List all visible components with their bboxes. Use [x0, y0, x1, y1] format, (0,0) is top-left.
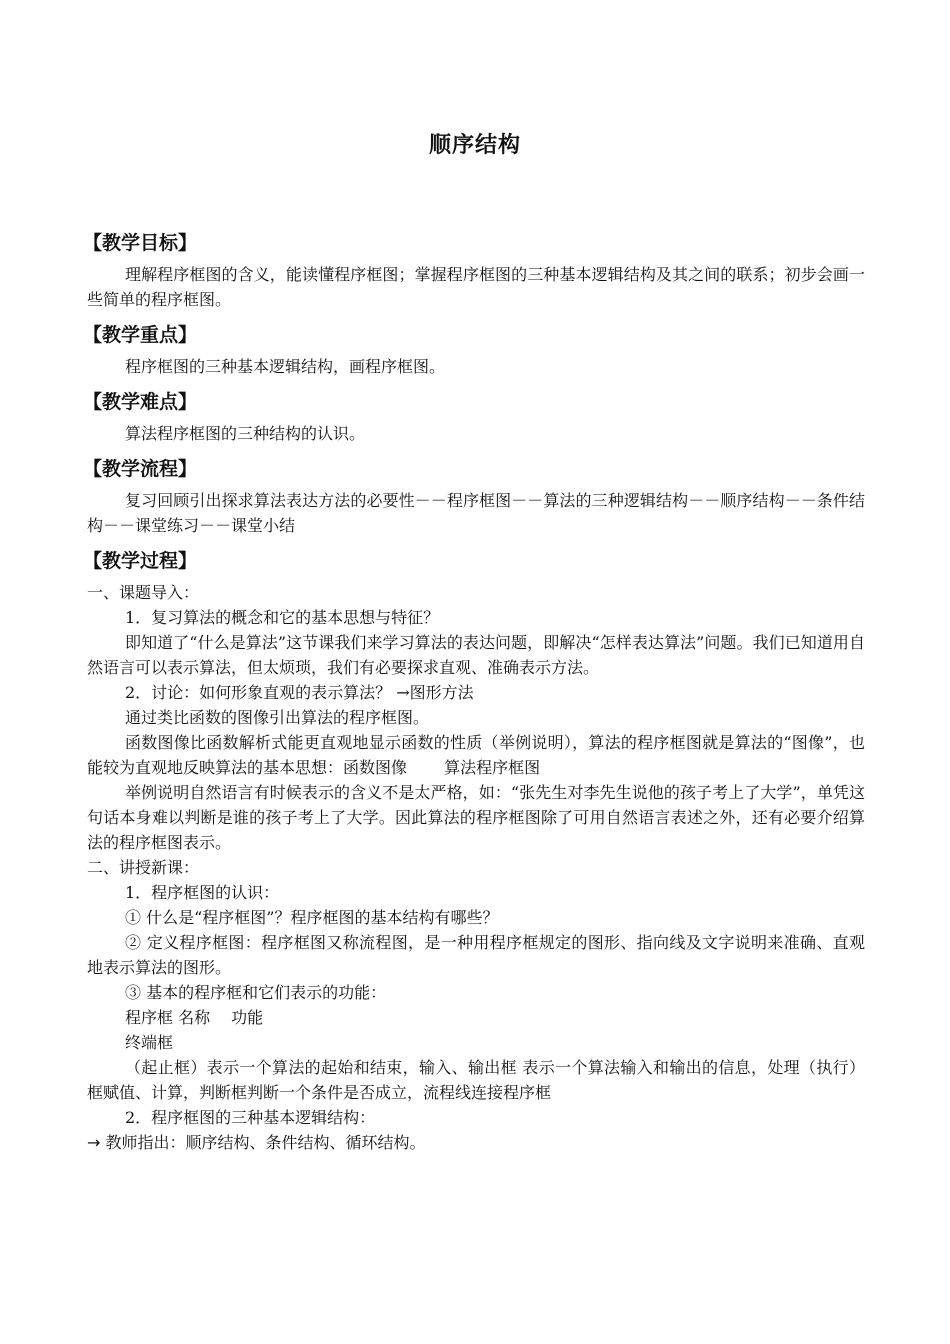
paragraph-question: ① 什么是“程序框图”？程序框图的基本结构有哪些？ [125, 908, 499, 927]
teacher-note-text: 教师指出：顺序结构、条件结构、循环结构。 [100, 1133, 426, 1152]
paragraph-basic-boxes: ③ 基本的程序框和它们表示的功能： [125, 983, 387, 1002]
section-heading-flow: 【教学流程】 [83, 458, 198, 480]
section-heading-key: 【教学重点】 [83, 324, 198, 346]
goal-text: 理解程序框图的含义，能读懂程序框图；掌握程序框图的三种基本逻辑结构及其之间的联系；初步会画一些简单的程序框图。 [87, 265, 865, 309]
paragraph-flowchart-intro: 1．程序框图的认识： [125, 883, 280, 902]
part2-title: 二、讲授新课： [87, 858, 200, 877]
paragraph-analogy: 通过类比函数的图像引出算法的程序框图。 [125, 708, 430, 727]
paragraph-discussion: 2．讨论：如何形象直观的表示算法？ →图形方法 [125, 683, 474, 702]
paragraph-review: 1．复习算法的概念和它的基本思想与特征？ [125, 608, 440, 627]
part1-title: 一、课题导入： [87, 583, 200, 602]
section-heading-difficult: 【教学难点】 [83, 391, 198, 413]
key-text: 程序框图的三种基本逻辑结构，画程序框图。 [125, 357, 446, 376]
paragraph-teacher-note [87, 1130, 865, 1155]
right-arrow-icon: → [87, 1133, 101, 1152]
paragraph-function-image: 函数图像比函数解析式能更直观地显示函数的性质（举例说明），算法的程序框图就是算法的“图像”，也能较为直观地反映算法的基本思想：函数图像 算法程序框图 [87, 733, 865, 777]
section-heading-goal: 【教学目标】 [83, 232, 198, 254]
difficult-text: 算法程序框图的三种结构的认识。 [125, 424, 366, 443]
flow-text: 复习回顾引出探求算法表达方法的必要性－－程序框图－－算法的三种逻辑结构－－顺序结构－－条件结构－－课堂练习－－课堂小结 [87, 491, 865, 535]
section-heading-process: 【教学过程】 [83, 550, 198, 572]
paragraph-three-structures: 2．程序框图的三种基本逻辑结构： [125, 1108, 376, 1127]
paragraph-box-functions: （起止框）表示一个算法的起始和结束，输入、输出框 表示一个算法输入和输出的信息，处理（执行）框赋值、计算，判断框判断一个条件是否成立，流程线连接程序框 [87, 1058, 865, 1102]
document-body [83, 226, 865, 1155]
paragraph-table-header: 程序框 名称 功能 [125, 1008, 264, 1027]
paragraph-definition: ② 定义程序框图：程序框图又称流程图，是一种用程序框规定的图形、指向线及文字说明来准确、直观地表示算法的图形。 [87, 933, 865, 977]
paragraph-intro: 即知道了“什么是算法”这节课我们来学习算法的表达问题，即解决“怎样表达算法”问题。我们已知道用自然语言可以表示算法，但太烦琐，我们有必要探求直观、准确表示方法。 [87, 633, 865, 677]
paragraph-example: 举例说明自然语言有时候表示的含义不是太严格，如：“张先生对李先生说他的孩子考上了大学”，单凭这句话本身难以判断是谁的孩子考上了大学。因此算法的程序框图除了可用自然语言表述之外，还有必要介绍算法的程序框图表示。 [87, 783, 865, 852]
document-title: 顺序结构 [428, 133, 521, 158]
paragraph-terminal-box: 终端框 [125, 1033, 174, 1052]
